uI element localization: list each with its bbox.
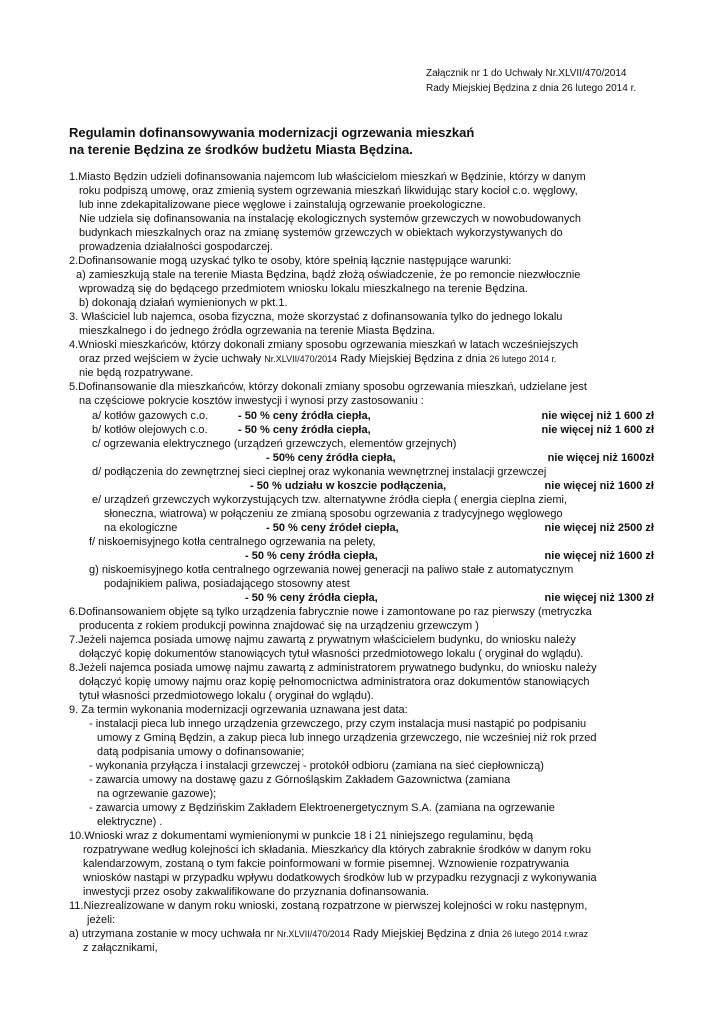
section-4-line [79, 353, 556, 366]
attachment-header-line-2: Rady Miejskiej Będzina z dnia 26 lutego 2014 r. [426, 83, 637, 94]
subsidy-a-label: a/ kotłów gazowych c.o. [92, 410, 209, 422]
section-10-line: kalendarzowym, zostaną o tym fakcie poinformowani w formie pisemnej. Wznowienie rozpatrywania [83, 858, 570, 870]
section-4-text: Rady Miejskiej Będzina z dnia [337, 353, 490, 365]
attachment-header-line-1: Załącznik nr 1 do Uchwały Nr.XLVII/470/2014 [426, 68, 627, 79]
subsidy-d-label: d/ podłączenia do zewnętrznej sieci cieplnej oraz wykonania wewnętrznej instalacji grzewczej [92, 466, 547, 478]
section-1-line: 1.Miasto Będzin udzieli dofinansowania najemcom lub właścicielom mieszkań w Będzinie, którzy w danym [69, 171, 586, 183]
section-10-line: 10.Wnioski wraz z dokumentami wymienionymi w punkcie 18 i 21 niniejszego regulaminu, będą [69, 830, 534, 842]
subsidy-a-rate: - 50 % ceny źródła ciepła, [238, 410, 371, 422]
resolution-number: Nr.XLVII/470/2014 [276, 929, 350, 939]
subsidy-g-rate: - 50 % ceny źródła ciepła, [245, 592, 378, 604]
section-7-line: dołączyć kopię dokumentów stanowiących tytuł własności przedmiotowego lokalu ( oryginał do wglądu). [79, 648, 584, 660]
section-1-line: Nie udziela się dofinansowania na instalację ekologicznych systemów grzewczych w nowobudowanych [79, 213, 581, 225]
section-1-line: roku podpiszą umowę, oraz zmienią system ogrzewania mieszkań likwidując stary kocioł c.o. węglowy, [79, 185, 578, 197]
section-11a-line: z załącznikami, [83, 942, 158, 954]
section-10-line: wniosków nastąpi w przypadku wpływu dodatkowych środków lub w przypadku rezygnacji z wykonywania [83, 872, 597, 884]
subsidy-g-label: g) niskoemisyjnego kotła centralnego ogrzewania nowej generacji na paliwo stałe z automatycznym [89, 564, 574, 576]
section-5-line: 5.Dofinansowanie dla mieszkańców, którzy dokonali zmiany sposobu ogrzewania mieszkań, udzielane jest [69, 381, 587, 393]
section-11-line: 11.Niezrealizowane w danym roku wnioski, zostaną rozpatrzone w pierwszej kolejności w roku następnym, [69, 900, 588, 912]
section-2-line: b) dokonają działań wymienionych w pkt.1. [79, 297, 288, 309]
section-6-line: producenta z rokiem produkcji powinna znajdować się na urządzeniu grzewczym ) [79, 620, 479, 632]
section-9-line: - zawarcia umowy z Będzińskim Zakładem Elektroenergetycznym S.A. (zamiana na ogrzewanie [89, 802, 555, 814]
subsidy-g-max: nie więcej niż 1300 zł [544, 592, 654, 604]
document-title-line-2: na terenie Będzina ze środków budżetu Miasta Będzina. [69, 142, 413, 157]
section-8-line: 8.Jeżeli najemca posiada umowę najmu zawartą z administratorem prywatnego budynku, do wniosku należy [69, 662, 597, 674]
section-1-line: lub inne zdekapitalizowane piece węglowe i zainstalują ogrzewanie proekologiczne. [79, 199, 486, 211]
subsidy-e-label: e/ urządzeń grzewczych wykorzystujących tzw. alternatywne źródła ciepła ( energia cieplna ziemi, [92, 494, 568, 506]
section-11-line: jeżeli: [87, 914, 116, 926]
subsidy-f-label: f/ niskoemisyjnego kotła centralnego ogrzewania na pelety, [89, 536, 376, 548]
subsidy-e-max: nie więcej niż 2500 zł [544, 522, 654, 534]
subsidy-b-max: nie więcej niż 1 600 zł [541, 424, 654, 436]
subsidy-c-label: c/ ogrzewania elektrycznego (urządzeń grzewczych, elementów grzejnych) [92, 438, 457, 450]
section-2-line: a) zamieszkują stale na terenie Miasta Będzina, bądź złożą oświadczenie, że po remoncie niezwłocznie [76, 269, 581, 281]
subsidy-g-label: podajnikiem paliwa, posiadającego stosowny atest [104, 578, 350, 590]
subsidy-b-label: b/ kotłów olejowych c.o. [92, 424, 208, 436]
section-3-line: 3. Właściciel lub najemca, osoba fizyczna, może skorzystać z dofinansowania tylko do jednego lokalu [69, 311, 563, 323]
section-6-line: 6.Dofinansowaniem objęte są tylko urządzenia fabrycznie nowe i zamontowane po raz pierwszy (metryczka [69, 606, 592, 618]
section-3-line: mieszkalnego i do jednego źródła ogrzewania na terenie Miasta Będzina. [79, 325, 435, 337]
section-10-line: rozpatrywane według kolejności ich składania. Mieszkańcy dla których zabraknie środków w danym roku [83, 844, 592, 856]
subsidy-e-label: słoneczna, wiatrowa) w połączeniu ze zmianą sposobu ogrzewania z tradycyjnego węglowego [104, 508, 563, 520]
section-9-line: 9. Za termin wykonania modernizacji ogrzewania uznawana jest data: [69, 704, 408, 716]
section-11a-line [69, 928, 588, 941]
subsidy-f-rate: - 50 % ceny źródła ciepła, [245, 550, 378, 562]
section-4-line: 4.Wnioski mieszkańców, którzy dokonali zmiany sposobu ogrzewania mieszkań w latach wcześniejszych [69, 339, 579, 351]
subsidy-e-label: na ekologiczne [104, 522, 178, 534]
document-title-line-1: Regulamin dofinansowywania modernizacji ogrzewania mieszkań [69, 125, 475, 140]
section-11a-text: a) utrzymana zostanie w mocy uchwała nr [69, 928, 277, 940]
section-7-line: 7.Jeżeli najemca posiada umowę najmu zawartą z prywatnym właścicielem budynku, do wniosku należy [69, 634, 576, 646]
section-11a-text: r.wraz [561, 929, 589, 939]
section-9-line: - instalacji pieca lub innego urządzenia grzewczego, przy czym instalacja musi nastąpić po podpisaniu [89, 718, 587, 730]
section-4-text: oraz przed wejściem w życie uchwały [79, 353, 265, 365]
section-9-line: na ogrzewanie gazowe); [97, 788, 217, 800]
section-1-line: budynkach mieszkalnych oraz na zmianę systemów grzewczych w obiektach wykorzystywanych do [79, 227, 563, 239]
subsidy-c-rate: - 50% ceny źródła ciepła, [266, 452, 396, 464]
section-1-line: prowadzenia działalności gospodarczej. [79, 241, 273, 253]
subsidy-c-max: nie więcej niż 1600zł [547, 452, 654, 464]
section-9-line: datą podpisania umowy o dofinansowanie; [97, 746, 305, 758]
section-2-line: wprowadzą się do będącego przedmiotem wniosku lokalu mieszkalnego na terenie Będzina. [79, 283, 528, 295]
section-8-line: dołączyć kopię umowy najmu oraz kopię pełnomocnictwa administratora oraz dokumentów stanowiących [79, 676, 590, 688]
section-9-line: - zawarcia umowy na dostawę gazu z Górnośląskim Zakładem Gazownictwa (zamiana [89, 774, 511, 786]
section-4-line: nie będą rozpatrywane. [79, 367, 194, 379]
subsidy-f-max: nie więcej niż 1600 zł [544, 550, 654, 562]
section-5-line: na częściowe pokrycie kosztów inwestycji i wynosi przy zastosowaniu : [79, 395, 424, 407]
section-11a-text: Rady Miejskiej Będzina z dnia [349, 928, 503, 940]
section-8-line: tytuł własności przedmiotowego lokalu ( oryginał do wglądu). [79, 690, 374, 702]
section-9-line: elektryczne) . [97, 816, 163, 828]
subsidy-d-max: nie więcej niż 1600 zł [544, 480, 654, 492]
resolution-date: 26 lutego 2014 [502, 929, 562, 939]
resolution-number: Nr.XLVII/470/2014 [264, 354, 338, 364]
section-10-line: inwestycji przez osoby zakwalifikowane do przyznania dofinansowania. [83, 886, 430, 898]
subsidy-e-rate: - 50 % ceny źródeł ciepła, [266, 522, 399, 534]
section-9-line: - wykonania przyłącza i instalacji grzewczej - protokół odbioru (zamiana na sieć ciepłowniczą) [89, 760, 544, 772]
section-2-line: 2.Dofinansowanie mogą uzyskać tylko te osoby, które spełnią łącznie następujące warunki: [69, 255, 512, 267]
subsidy-d-rate: - 50 % udziału w koszcie podłączenia, [250, 480, 447, 492]
section-9-line: umowy z Gminą Będzin, a zakup pieca lub innego urządzenia grzewczego, nie wcześniej niż rok przed [97, 732, 597, 744]
subsidy-a-max: nie więcej niż 1 600 zł [541, 410, 654, 422]
resolution-date: 26 lutego 2014 r. [489, 354, 557, 364]
subsidy-b-rate: - 50 % ceny źródła ciepła, [238, 424, 371, 436]
